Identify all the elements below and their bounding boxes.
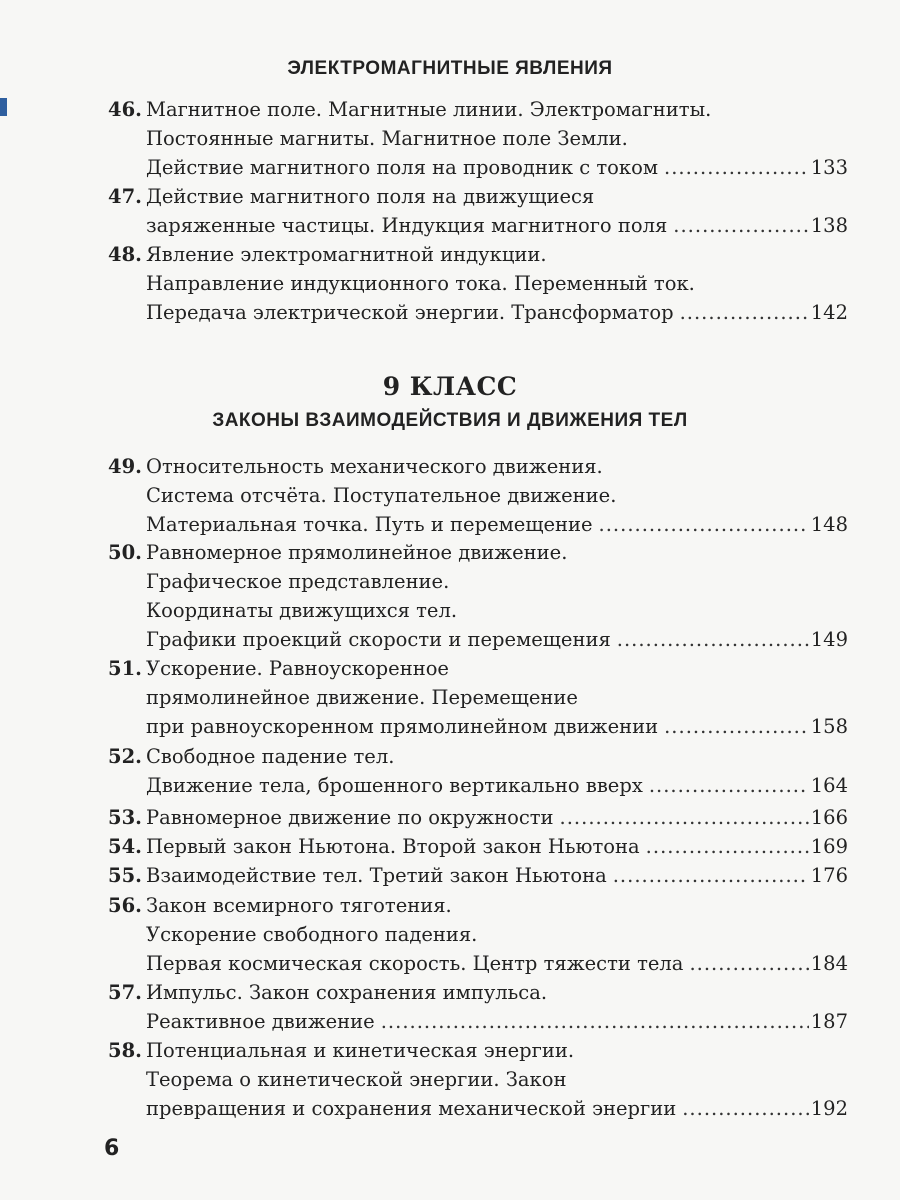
toc-dot-leader <box>617 628 809 651</box>
toc-entry-text: Движение тела, брошенного вертикально вверх <box>146 774 643 797</box>
toc-page-number: 166 <box>810 806 848 829</box>
toc-entry-text: Относительность механического движения. <box>146 455 603 478</box>
toc-entry-text: Координаты движущихся тел. <box>146 599 458 622</box>
toc-entry-line <box>108 513 848 542</box>
toc-entry-text: Теорема о кинетической энергии. Закон <box>146 1068 567 1091</box>
toc-entry <box>108 981 848 1039</box>
toc-page-number: 142 <box>810 301 848 324</box>
grade-title: 9 КЛАСС <box>382 372 518 401</box>
toc-entry-line <box>108 455 848 484</box>
toc-entry-number: 57. <box>108 981 142 1004</box>
toc-entry-text: Графики проекций скорости и перемещения <box>146 628 611 651</box>
toc-entry-number: 48. <box>108 243 142 266</box>
toc-page-number: 184 <box>810 952 848 975</box>
toc-entry-number: 54. <box>108 835 142 858</box>
toc-entry-line <box>108 1039 848 1068</box>
toc-entry-text: Реактивное движение <box>146 1010 375 1033</box>
toc-entry <box>108 1039 848 1126</box>
toc-entry-line <box>108 214 848 243</box>
toc-page-number: 164 <box>810 774 848 797</box>
toc-entry-text: Взаимодействие тел. Третий закон Ньютона <box>146 864 607 887</box>
toc-entry-line <box>108 657 848 686</box>
toc-page-number: 138 <box>810 214 848 237</box>
toc-entry-text: Действие магнитного поля на движущиеся <box>146 185 595 208</box>
toc-dot-leader <box>682 1097 809 1120</box>
toc-dot-leader <box>381 1010 809 1033</box>
toc-entry-number: 47. <box>108 185 142 208</box>
toc-entry <box>108 806 848 835</box>
toc-dot-leader <box>613 864 809 887</box>
toc-dot-leader <box>649 774 809 797</box>
toc-page-number: 149 <box>810 628 848 651</box>
toc-dot-leader <box>673 214 808 237</box>
toc-entry-text: Графическое представление. <box>146 570 450 593</box>
toc-page-number: 169 <box>810 835 848 858</box>
toc-entry <box>108 541 848 657</box>
toc-entry <box>108 657 848 744</box>
toc-entry-text: Закон всемирного тяготения. <box>146 894 452 917</box>
toc-entry <box>108 98 848 185</box>
toc-entry-line <box>108 1068 848 1097</box>
toc-page-number: 158 <box>810 715 848 738</box>
toc-entry-line <box>108 1097 848 1126</box>
toc-entry-line <box>108 745 848 774</box>
toc-entry-line <box>108 185 848 214</box>
toc-entry-number: 56. <box>108 894 142 917</box>
toc-entry-text: Равномерное движение по окружности <box>146 806 554 829</box>
toc-entry-line <box>108 686 848 715</box>
toc-entry-line <box>108 98 848 127</box>
toc-entry-line <box>108 715 848 744</box>
toc-entry-text: при равноускоренном прямолинейном движении <box>146 715 659 738</box>
toc-entry <box>108 745 848 803</box>
toc-entry-line <box>108 981 848 1010</box>
toc-entry <box>108 455 848 542</box>
toc-entry-text: Потенциальная и кинетическая энергии. <box>146 1039 575 1062</box>
toc-entry-text: Ускорение. Равноускоренное <box>146 657 449 680</box>
toc-entry-text: превращения и сохранения механической энергии <box>146 1097 677 1120</box>
toc-entry-text: Система отсчёта. Поступательное движение. <box>146 484 617 507</box>
toc-entry-line <box>108 484 848 513</box>
toc-entry-text: Действие магнитного поля на проводник с током <box>146 156 659 179</box>
toc-dot-leader <box>689 952 808 975</box>
chapter-title-laws-of-motion: ЗАКОНЫ ВЗАИМОДЕЙСТВИЯ И ДВИЖЕНИЯ ТЕЛ <box>212 410 688 431</box>
toc-entry-number: 49. <box>108 455 142 478</box>
toc-entry-text: Первая космическая скорость. Центр тяжести тела <box>146 952 684 975</box>
toc-entry <box>108 864 848 893</box>
toc-entry <box>108 243 848 330</box>
toc-entry-text: Постоянные магниты. Магнитное поле Земли. <box>146 127 628 150</box>
toc-entry-number: 53. <box>108 806 142 829</box>
toc-entry <box>108 894 848 981</box>
toc-entry-number: 50. <box>108 541 142 564</box>
toc-entry-text: Магнитное поле. Магнитные линии. Электромагниты. <box>146 98 712 121</box>
toc-entry-line <box>108 272 848 301</box>
toc-entry-line <box>108 301 848 330</box>
toc-entry-text: Направление индукционного тока. Переменный ток. <box>146 272 695 295</box>
toc-entry-text: заряженные частицы. Индукция магнитного поля <box>146 214 668 237</box>
toc-dot-leader <box>664 156 809 179</box>
toc-page-number: 133 <box>810 156 848 179</box>
toc-entry-line <box>108 127 848 156</box>
toc-entry-line <box>108 541 848 570</box>
toc-entry-number: 58. <box>108 1039 142 1062</box>
toc-entry-line <box>108 156 848 185</box>
toc-entry-number: 46. <box>108 98 142 121</box>
toc-entry-line <box>108 570 848 599</box>
toc-dot-leader <box>664 715 809 738</box>
page-edge-mark <box>0 98 7 116</box>
toc-page-number: 192 <box>810 1097 848 1120</box>
toc-entry-text: Передача электрической энергии. Трансформатор <box>146 301 674 324</box>
toc-dot-leader <box>646 835 809 858</box>
toc-entry-text: Равномерное прямолинейное движение. <box>146 541 568 564</box>
toc-entry-text: Явление электромагнитной индукции. <box>146 243 547 266</box>
toc-entry <box>108 835 848 864</box>
toc-entry-line <box>108 774 848 803</box>
toc-dot-leader <box>560 806 809 829</box>
toc-entry-text: Свободное падение тел. <box>146 745 395 768</box>
toc-page-number: 187 <box>810 1010 848 1033</box>
toc-entry-text: Первый закон Ньютона. Второй закон Ньютона <box>146 835 640 858</box>
toc-dot-leader <box>599 513 809 536</box>
toc-entry-text: Материальная точка. Путь и перемещение <box>146 513 593 536</box>
toc-entry-text: Импульс. Закон сохранения импульса. <box>146 981 548 1004</box>
toc-entry-text: Ускорение свободного падения. <box>146 923 478 946</box>
section-title-electromagnetic: ЭЛЕКТРОМАГНИТНЫЕ ЯВЛЕНИЯ <box>287 58 613 79</box>
toc-entry <box>108 185 848 243</box>
toc-page-number: 176 <box>810 864 848 887</box>
toc-entry-line <box>108 835 848 864</box>
toc-entry-line <box>108 952 848 981</box>
toc-entry-number: 55. <box>108 864 142 887</box>
toc-entry-number: 51. <box>108 657 142 680</box>
toc-entry-line <box>108 599 848 628</box>
page-number: 6 <box>104 1136 120 1161</box>
toc-entry-line <box>108 243 848 272</box>
toc-entry-number: 52. <box>108 745 142 768</box>
toc-entry-line <box>108 923 848 952</box>
toc-page-number: 148 <box>810 513 848 536</box>
toc-dot-leader <box>680 301 809 324</box>
toc-entry-line <box>108 806 848 835</box>
toc-entry-line <box>108 864 848 893</box>
toc-entry-line <box>108 628 848 657</box>
toc-entry-line <box>108 894 848 923</box>
toc-entry-line <box>108 1010 848 1039</box>
toc-entry-text: прямолинейное движение. Перемещение <box>146 686 578 709</box>
